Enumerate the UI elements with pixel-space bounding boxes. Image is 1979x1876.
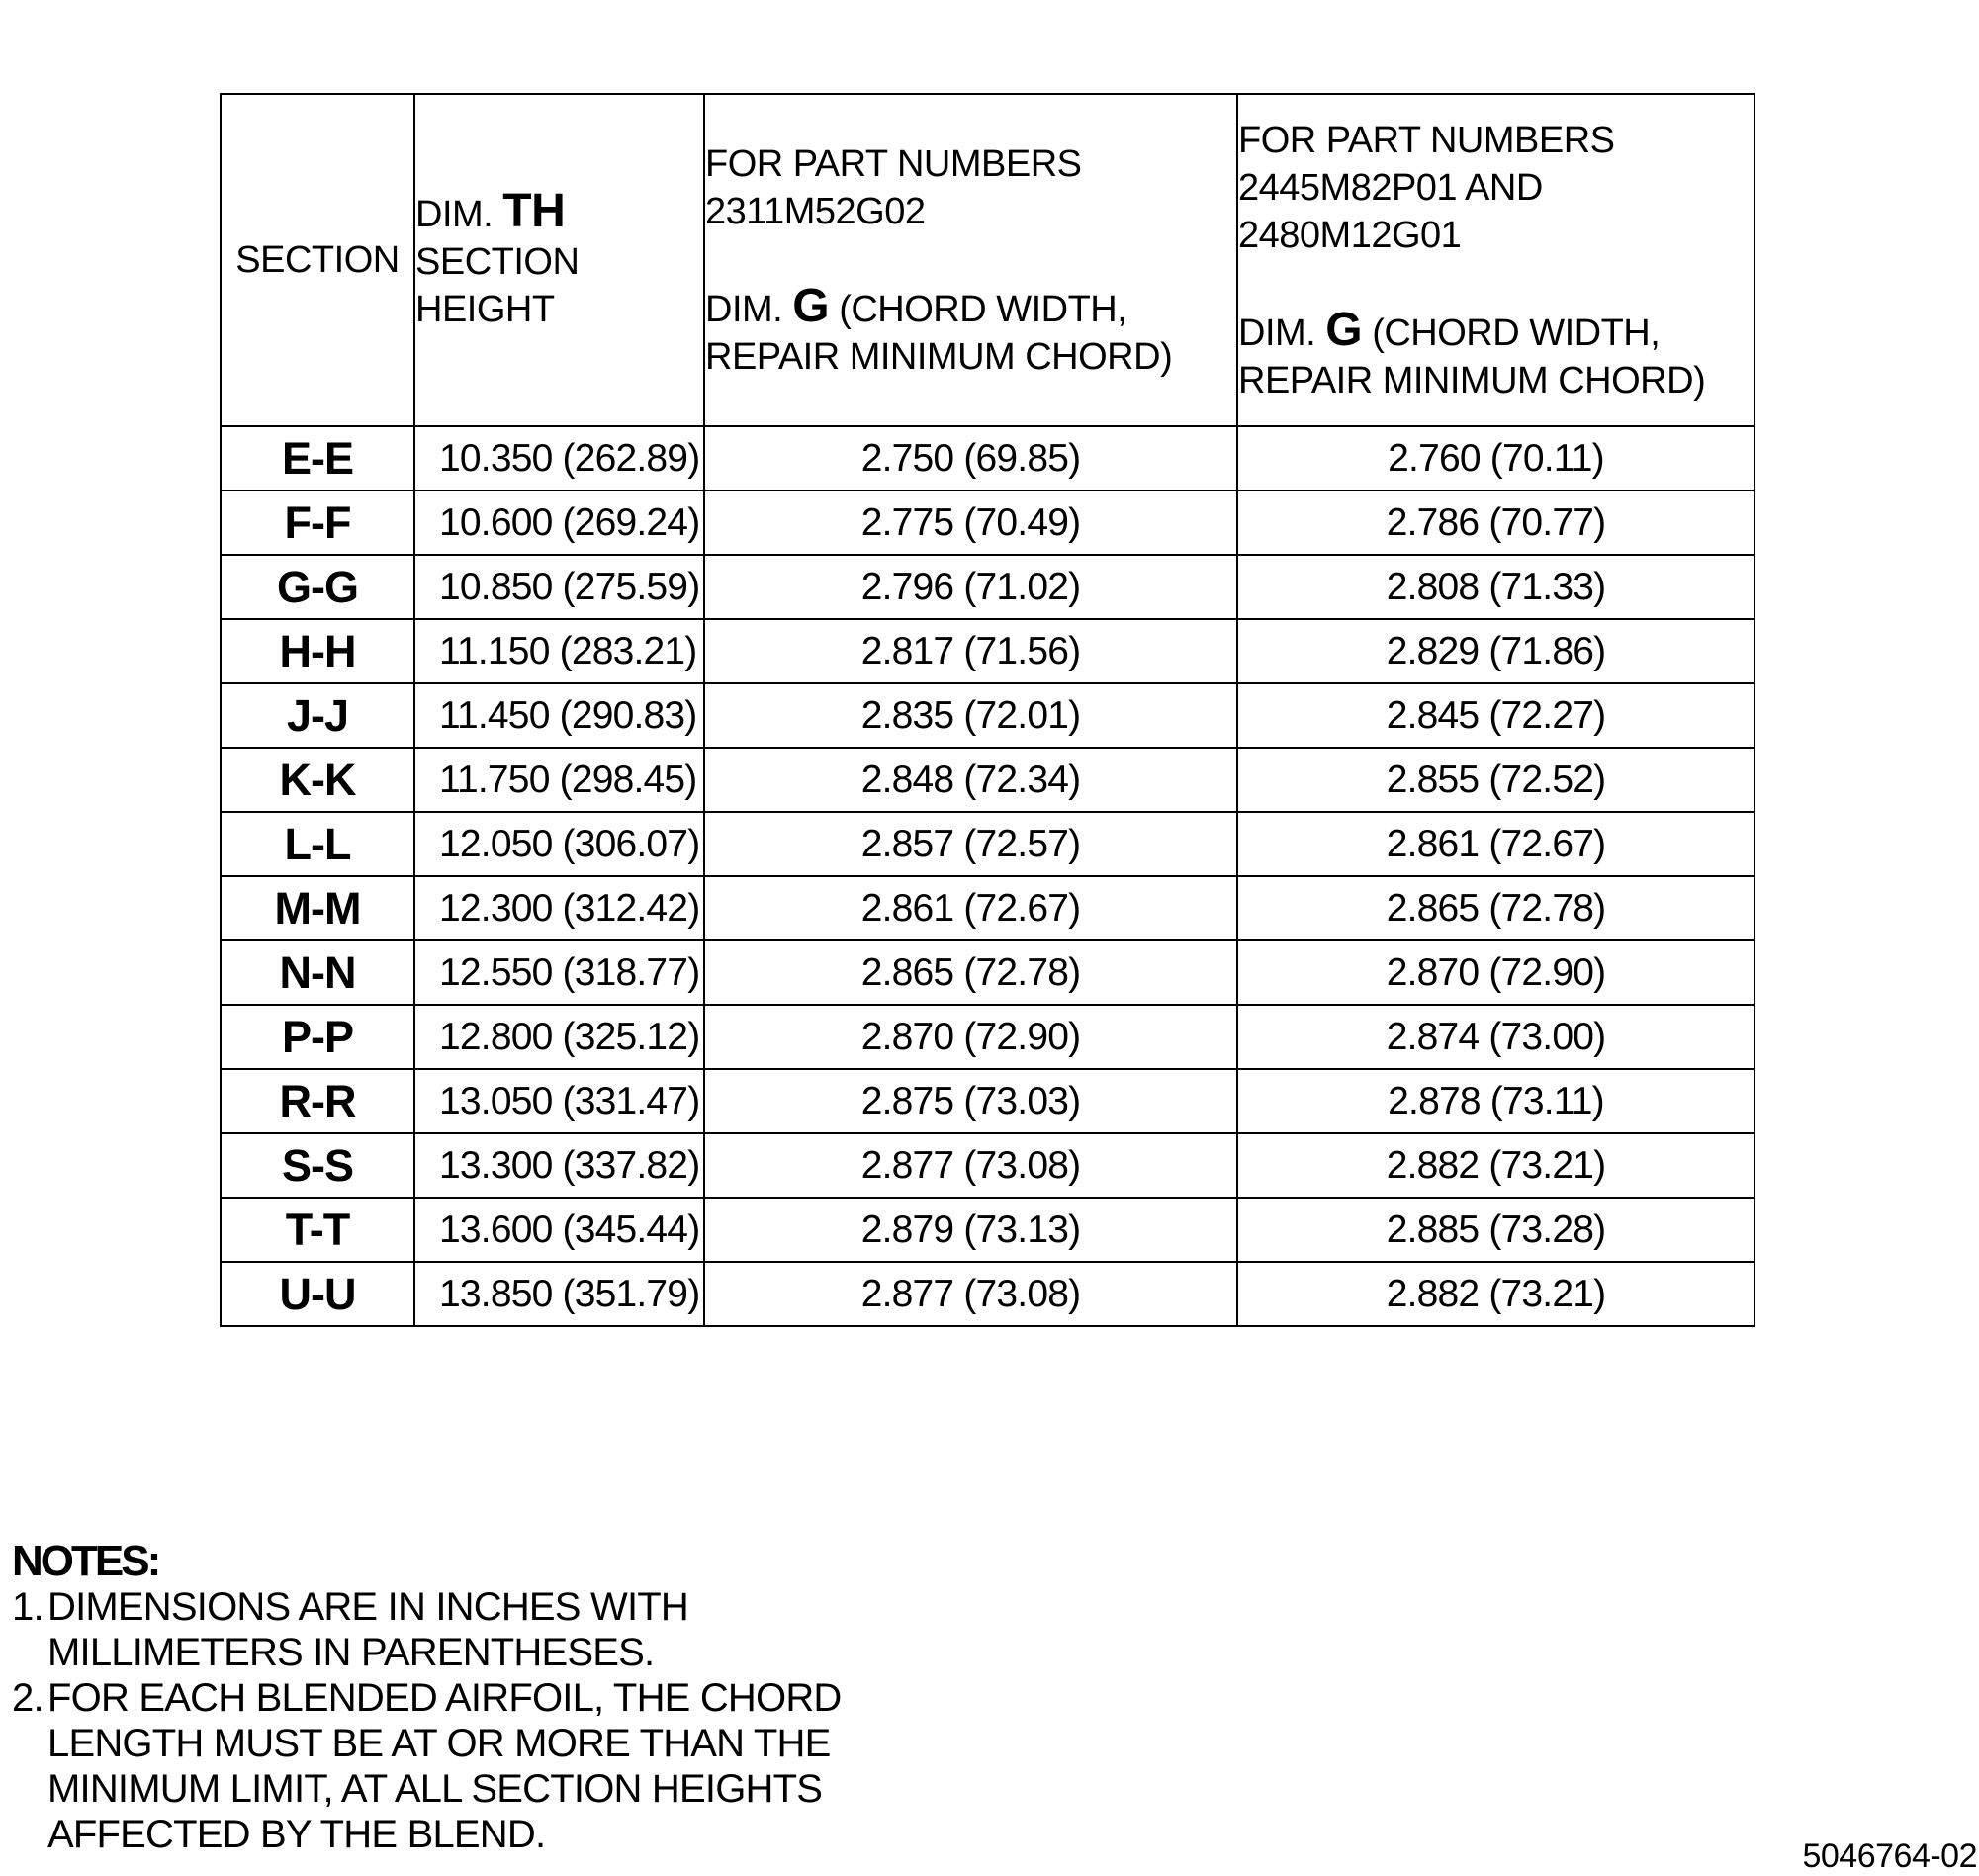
- cell-g1: 2.861 (72.67): [704, 876, 1237, 940]
- notes-title: NOTES:: [12, 1537, 159, 1585]
- cell-g1: 2.750 (69.85): [704, 426, 1237, 491]
- header-th-line1: [415, 184, 703, 238]
- cell-section: M-M: [221, 876, 414, 940]
- notes-block: [12, 1539, 842, 1857]
- cell-g2: 2.882 (73.21): [1237, 1262, 1754, 1326]
- cell-g2: 2.829 (71.86): [1237, 619, 1754, 683]
- cell-section: H-H: [221, 619, 414, 683]
- note-text: [47, 1675, 842, 1857]
- header-row: [221, 94, 1754, 426]
- figure-id: 5046764-02: [1802, 1837, 1977, 1875]
- cell-section: R-R: [221, 1069, 414, 1133]
- table-row: [221, 748, 1754, 812]
- header-g1: [704, 94, 1237, 426]
- cell-g1: 2.877 (73.08): [704, 1262, 1237, 1326]
- header-g1-dim-prefix: DIM.: [705, 288, 783, 330]
- table-row: [221, 683, 1754, 748]
- cell-section: S-S: [221, 1133, 414, 1198]
- table-body: [221, 426, 1754, 1326]
- cell-th: 12.300 (312.42): [414, 876, 704, 940]
- table-row: [221, 1198, 1754, 1262]
- cell-g1: 2.817 (71.56): [704, 619, 1237, 683]
- cell-g2: 2.885 (73.28): [1237, 1198, 1754, 1262]
- header-g1-line1: FOR PART NUMBERS: [705, 142, 1082, 185]
- note-number: 1.: [12, 1585, 44, 1629]
- cell-g1: 2.865 (72.78): [704, 940, 1237, 1005]
- cell-section: P-P: [221, 1005, 414, 1069]
- cell-th: 13.300 (337.82): [414, 1133, 704, 1198]
- cell-th: 11.150 (283.21): [414, 619, 704, 683]
- header-g2: [1237, 94, 1754, 426]
- cell-g1: 2.875 (73.03): [704, 1069, 1237, 1133]
- cell-th: 10.350 (262.89): [414, 426, 704, 491]
- note-line: DIMENSIONS ARE IN INCHES WITH: [47, 1585, 688, 1629]
- note-item: [12, 1584, 842, 1675]
- header-g1-dim-suffix: (CHORD WIDTH,: [839, 288, 1127, 330]
- table-row: [221, 1005, 1754, 1069]
- note-item: [12, 1675, 842, 1857]
- note-line: LENGTH MUST BE AT OR MORE THAN THE: [47, 1722, 831, 1765]
- cell-section: F-F: [221, 491, 414, 555]
- header-g2-dim-suffix: (CHORD WIDTH,: [1372, 312, 1661, 354]
- cell-g1: 2.877 (73.08): [704, 1133, 1237, 1198]
- cell-th: 13.600 (345.44): [414, 1198, 704, 1262]
- cell-th: 11.450 (290.83): [414, 683, 704, 748]
- cell-g1: 2.848 (72.34): [704, 748, 1237, 812]
- note-line: FOR EACH BLENDED AIRFOIL, THE CHORD: [47, 1676, 842, 1720]
- cell-g2: 2.760 (70.11): [1237, 426, 1754, 491]
- table-row: [221, 619, 1754, 683]
- table-row: [221, 491, 1754, 555]
- header-g2-dim-line2: REPAIR MINIMUM CHORD): [1238, 359, 1706, 402]
- cell-g2: 2.855 (72.52): [1237, 748, 1754, 812]
- cell-g1: 2.835 (72.01): [704, 683, 1237, 748]
- cell-g2: 2.870 (72.90): [1237, 940, 1754, 1005]
- cell-g1: 2.857 (72.57): [704, 812, 1237, 876]
- header-g1-line2: 2311M52G02: [705, 190, 926, 232]
- header-g2-dim-letter: G: [1325, 303, 1363, 356]
- header-g1-dim: [705, 279, 1236, 333]
- cell-th: 10.600 (269.24): [414, 491, 704, 555]
- cell-th: 13.850 (351.79): [414, 1262, 704, 1326]
- cell-th: 12.550 (318.77): [414, 940, 704, 1005]
- cell-th: 11.750 (298.45): [414, 748, 704, 812]
- cell-g2: 2.845 (72.27): [1237, 683, 1754, 748]
- cell-th: 12.050 (306.07): [414, 812, 704, 876]
- header-g2-dim-prefix: DIM.: [1238, 312, 1316, 354]
- header-g1-dim-line2: REPAIR MINIMUM CHORD): [705, 335, 1173, 378]
- table-row: [221, 1069, 1754, 1133]
- cell-section: N-N: [221, 940, 414, 1005]
- header-g2-dim: [1238, 303, 1754, 357]
- header-th-letter: TH: [502, 184, 566, 237]
- table-header: [221, 94, 1754, 426]
- cell-g2: 2.882 (73.21): [1237, 1133, 1754, 1198]
- cell-th: 10.850 (275.59): [414, 555, 704, 619]
- header-th: [414, 94, 704, 426]
- table-row: [221, 426, 1754, 491]
- header-th-line2: SECTION: [415, 240, 580, 283]
- header-th-prefix: DIM.: [415, 193, 494, 235]
- note-text: [47, 1584, 688, 1675]
- header-th-line3: HEIGHT: [415, 288, 555, 330]
- table-row: [221, 940, 1754, 1005]
- header-g2-line1: FOR PART NUMBERS: [1238, 119, 1615, 161]
- table-row: [221, 812, 1754, 876]
- header-section-label: SECTION: [235, 239, 400, 281]
- cell-th: 12.800 (325.12): [414, 1005, 704, 1069]
- note-line: AFFECTED BY THE BLEND.: [47, 1813, 546, 1856]
- cell-g1: 2.879 (73.13): [704, 1198, 1237, 1262]
- table-row: [221, 876, 1754, 940]
- cell-th: 13.050 (331.47): [414, 1069, 704, 1133]
- dimension-table: [220, 93, 1755, 1327]
- cell-g2: 2.808 (71.33): [1237, 555, 1754, 619]
- note-number: 2.: [12, 1676, 44, 1720]
- cell-g1: 2.796 (71.02): [704, 555, 1237, 619]
- cell-section: G-G: [221, 555, 414, 619]
- table-row: [221, 1133, 1754, 1198]
- cell-section: J-J: [221, 683, 414, 748]
- cell-section: U-U: [221, 1262, 414, 1326]
- cell-section: E-E: [221, 426, 414, 491]
- header-g2-line2: 2445M82P01 AND: [1238, 166, 1543, 209]
- cell-g2: 2.874 (73.00): [1237, 1005, 1754, 1069]
- table-row: [221, 555, 1754, 619]
- cell-section: K-K: [221, 748, 414, 812]
- header-g2-line3: 2480M12G01: [1238, 214, 1462, 256]
- cell-section: L-L: [221, 812, 414, 876]
- cell-g1: 2.870 (72.90): [704, 1005, 1237, 1069]
- cell-g2: 2.865 (72.78): [1237, 876, 1754, 940]
- cell-g1: 2.775 (70.49): [704, 491, 1237, 555]
- header-g1-dim-letter: G: [792, 279, 830, 332]
- note-line: MILLIMETERS IN PARENTHESES.: [47, 1631, 655, 1674]
- table-row: [221, 1262, 1754, 1326]
- note-line: MINIMUM LIMIT, AT ALL SECTION HEIGHTS: [47, 1767, 823, 1811]
- cell-g2: 2.878 (73.11): [1237, 1069, 1754, 1133]
- cell-g2: 2.786 (70.77): [1237, 491, 1754, 555]
- cell-section: T-T: [221, 1198, 414, 1262]
- header-section: [221, 94, 414, 426]
- cell-g2: 2.861 (72.67): [1237, 812, 1754, 876]
